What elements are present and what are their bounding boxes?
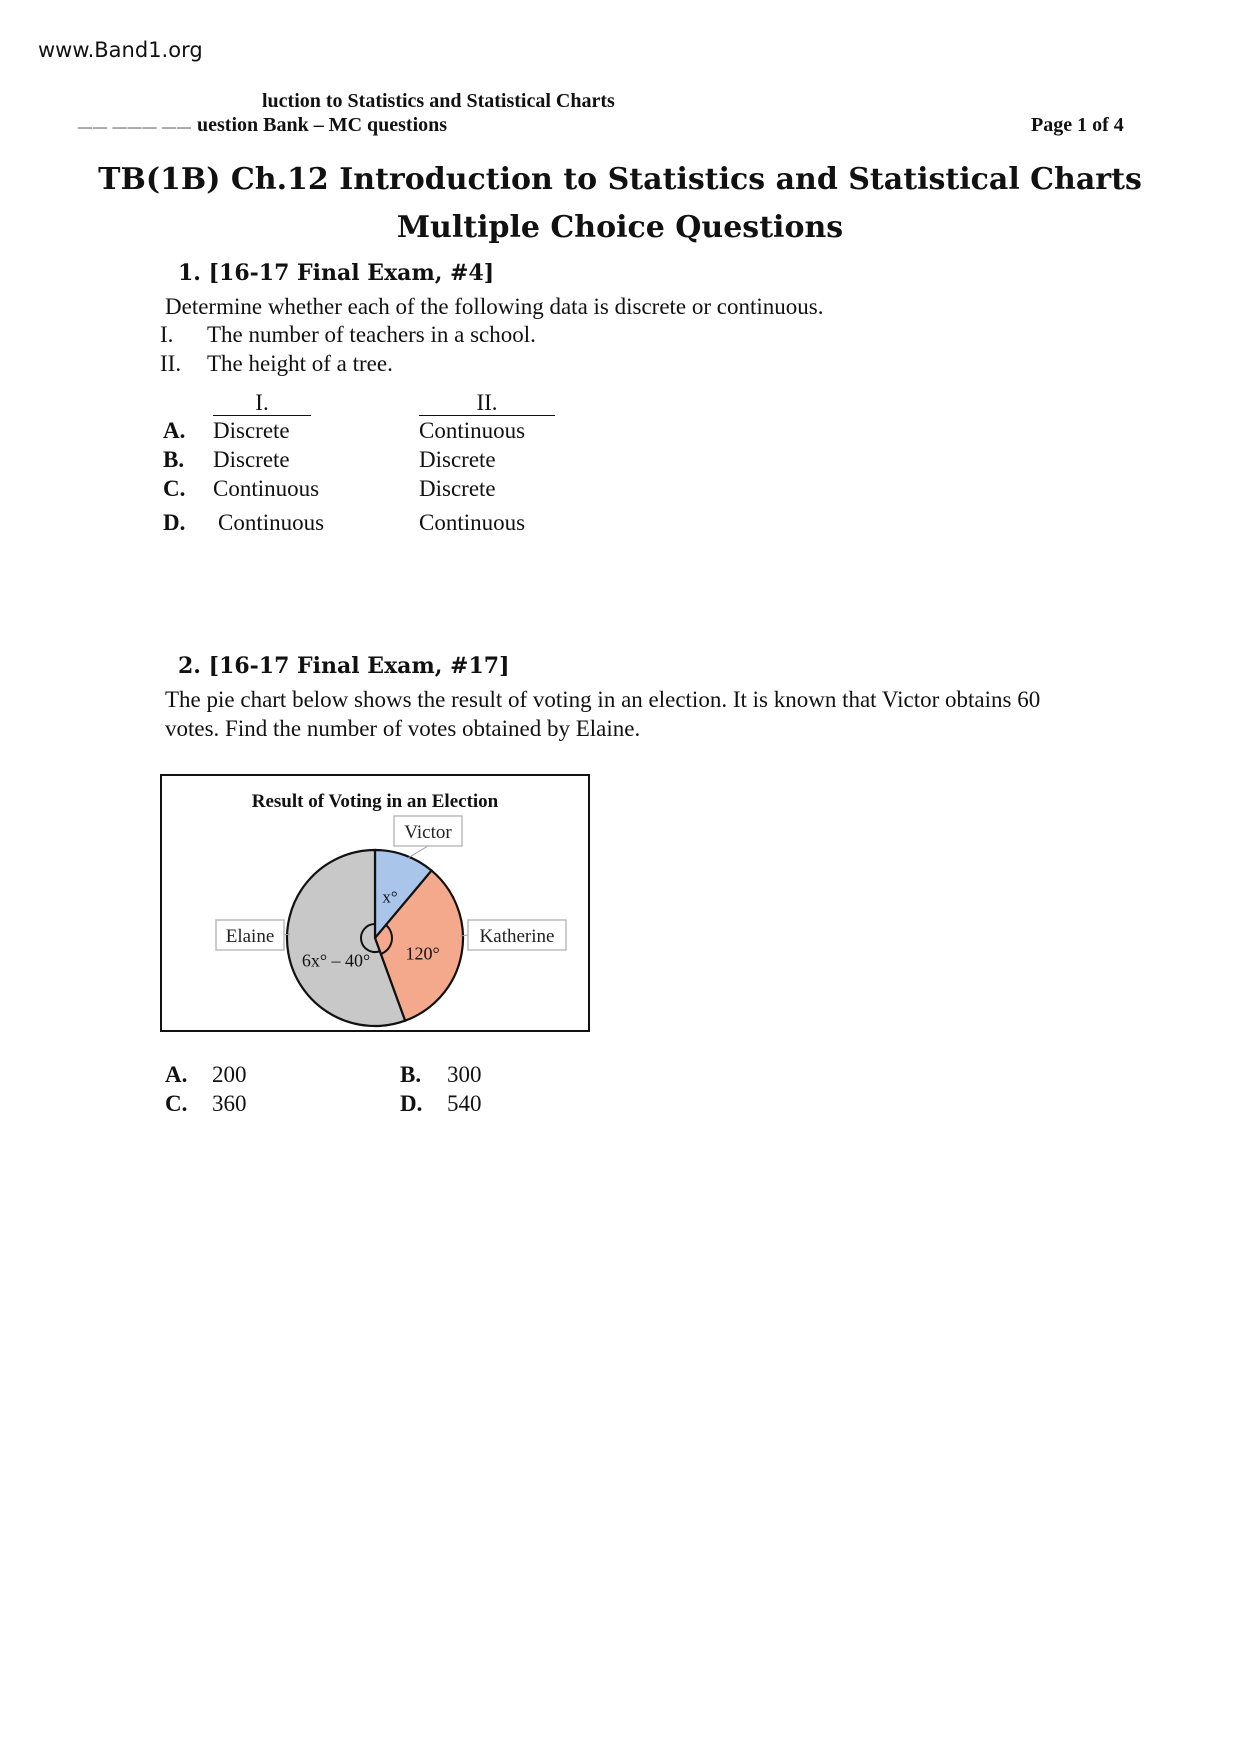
q1-heading: 1. [16-17 Final Exam, #4] (178, 260, 495, 286)
q1-option-a-col2: Continuous (419, 418, 526, 443)
legend-callout-victor (394, 816, 462, 858)
chart-title: Result of Voting in an Election (251, 791, 499, 812)
q1-stem: Determine whether each of the following data is discrete or continuous. (165, 294, 824, 319)
legend-callout-katherine (460, 920, 566, 950)
q1-item-2-num: II. (160, 351, 182, 376)
pie-slices (287, 850, 463, 1026)
q1-option-b-letter[interactable]: B. (163, 447, 185, 472)
svg-text:Elaine: Elaine (225, 926, 275, 947)
document-title: TB(1B) Ch.12 Introduction to Statistics and Statistical Charts (98, 162, 1142, 197)
document-subtitle: Multiple Choice Questions (396, 210, 844, 245)
q2-option-b-letter[interactable]: B. (400, 1062, 422, 1087)
header-garble: —— ——— —— (78, 120, 192, 135)
q1-option-c-col1: Continuous (213, 476, 320, 501)
angle-label-elaine: 6x° – 40° (301, 950, 371, 971)
q2-option-d-letter[interactable]: D. (400, 1091, 423, 1116)
q1-col-head-2: II. (419, 391, 555, 416)
q1-option-a-col1: Discrete (213, 418, 290, 443)
q2-option-a-value: 200 (212, 1062, 247, 1087)
q1-option-b-col1: Discrete (213, 447, 290, 472)
header-line2-text: uestion Bank – MC questions (197, 114, 448, 136)
q1-item-1-text: The number of teachers in a school. (207, 322, 536, 347)
running-header-line1: luction to Statistics and Statistical Charts (262, 90, 615, 112)
svg-text:Katherine: Katherine (479, 926, 555, 947)
q1-option-d-col1: Continuous (218, 510, 325, 535)
q1-option-c-letter[interactable]: C. (163, 476, 186, 501)
q2-option-d-value: 540 (447, 1091, 482, 1116)
q2-heading: 2. [16-17 Final Exam, #17] (178, 653, 510, 679)
running-header-line2 (78, 114, 447, 137)
site-url[interactable]: www.Band1.org (38, 38, 203, 62)
q1-option-a-letter[interactable]: A. (163, 418, 186, 443)
pie-chart-frame (160, 774, 590, 1032)
q1-item-2-text: The height of a tree. (207, 351, 393, 376)
q2-option-c-letter[interactable]: C. (165, 1091, 188, 1116)
q1-col-head-1: I. (213, 391, 311, 416)
angle-label-victor: x° (382, 887, 398, 907)
pie-chart (162, 776, 588, 1030)
page-number: Page 1 of 4 (1031, 114, 1124, 136)
q1-option-d-col2: Continuous (419, 510, 526, 535)
q1-option-c-col2: Discrete (419, 476, 496, 501)
q2-option-a-letter[interactable]: A. (165, 1062, 188, 1087)
q2-stem-line2: votes. Find the number of votes obtained by Elaine. (165, 716, 641, 741)
q2-option-b-value: 300 (447, 1062, 482, 1087)
q1-item-1-num: I. (160, 322, 174, 347)
q1-option-b-col2: Discrete (419, 447, 496, 472)
q2-stem-line1: The pie chart below shows the result of voting in an election. It is known that Victor obtains 60 (165, 687, 1041, 712)
angle-label-katherine: 120° (405, 943, 440, 964)
svg-text:Victor: Victor (404, 822, 452, 843)
q2-option-c-value: 360 (212, 1091, 247, 1116)
q1-option-d-letter[interactable]: D. (163, 510, 186, 535)
legend-callout-elaine (216, 920, 290, 950)
